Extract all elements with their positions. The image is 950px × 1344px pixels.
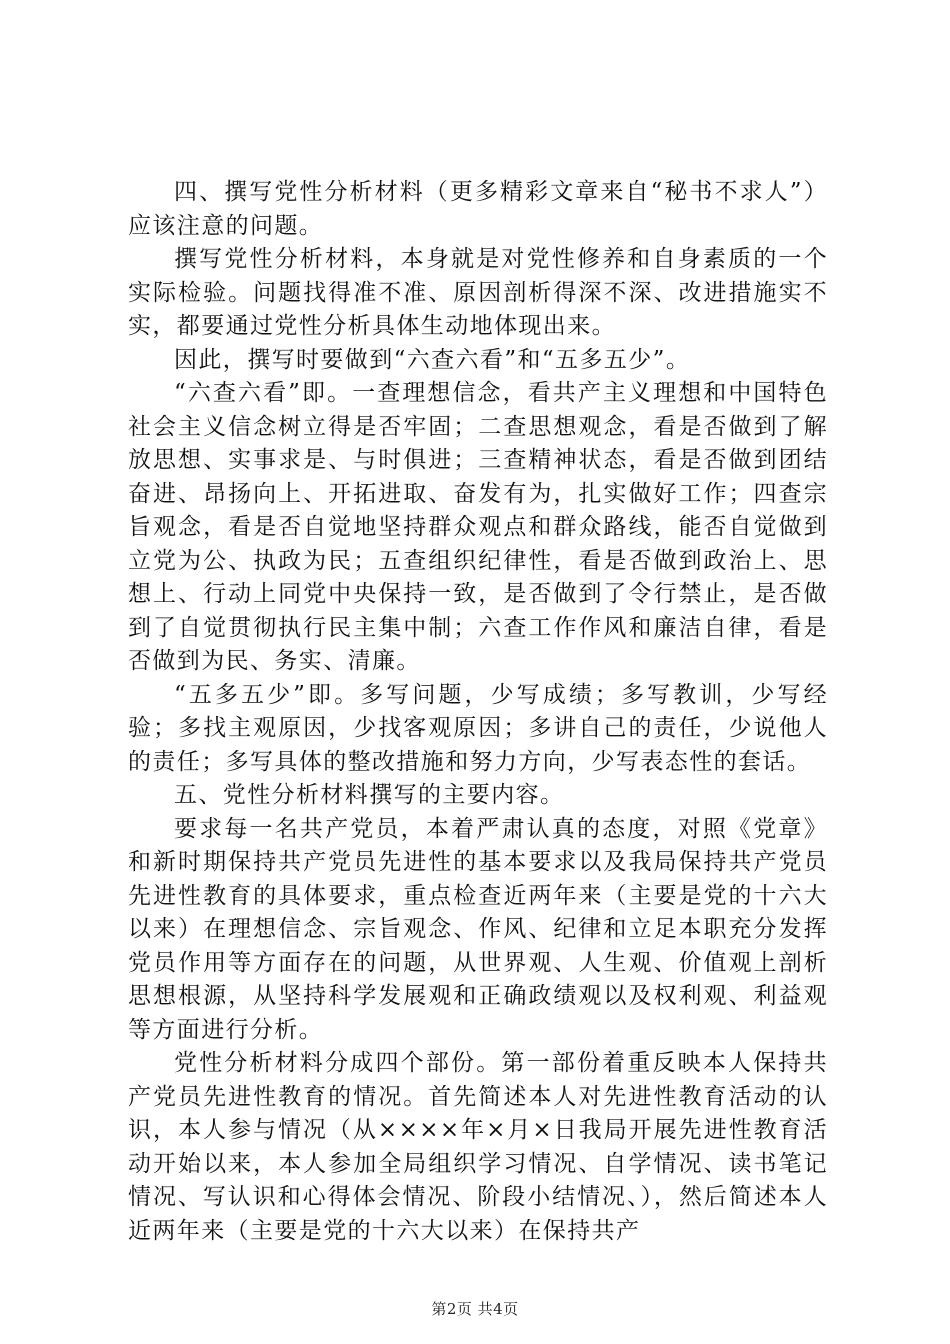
paragraph-writing-significance: 撰写党性分析材料，本身就是对党性修养和自身素质的一个实际检验。问题找得准不准、原因剖析得深不深、改进措施实不实，都要通过党性分析具体生动地体现出来。 xyxy=(128,246,828,339)
paragraph-five-more-five-less: “五多五少”即。多写问题，少写成绩；多写教训，少写经验；多找主观原因，少找客观原因；多讲自己的责任，少说他人的责任；多写具体的整改措施和努力方向，少写表态性的套话。 xyxy=(128,681,828,775)
page-number-footer: 第2页 共4页 xyxy=(431,1300,519,1318)
paragraph-section-four-heading: 四、撰写党性分析材料（更多精彩文章来自“秘书不求人”）应该注意的问题。 xyxy=(128,179,828,239)
document-body xyxy=(128,176,828,1248)
paragraph-section-five-heading: 五、党性分析材料撰写的主要内容。 xyxy=(174,782,565,808)
paragraph-four-parts: 党性分析材料分成四个部份。第一部份着重反映本人保持共产党员先进性教育的情况。首先简述本人对先进性教育活动的认识，本人参与情况（从××××年×月×日我局开展先进性教育活动开始以来，本人参加全局组织学习情况、自学情况、读书笔记情况、写认识和心得体会情况、阶段小结情况、），然后简述本人近两年来（主要是党的十六大以来）在保持共产 xyxy=(128,1050,828,1244)
paragraph-main-requirements: 要求每一名共产党员，本着严肃认真的态度，对照《党章》和新时期保持共产党员先进性的基本要求以及我局保持共产党员先进性教育的具体要求，重点检查近两年来（主要是党的十六大以来）在理想信念、宗旨观念、作风、纪律和立足本职充分发挥党员作用等方面存在的问题，从世界观、人生观、价值观上剖析思想根源，从坚持科学发展观和正确政绩观以及权利观、利益观等方面进行分析。 xyxy=(128,815,828,1043)
paragraph-six-checks: “六查六看”即。一查理想信念，看共产主义理想和中国特色社会主义信念树立得是否牢固；二查思想观念，看是否做到了解放思想、实事求是、与时俱进；三查精神状态，看是否做到团结奋进、昂扬向上、开拓进取、奋发有为，扎实做好工作；四查宗旨观念，看是否自觉地坚持群众观点和群众路线，能否自觉做到立党为公、执政为民；五查组织纪律性，看是否做到政治上、思想上、行动上同党中央保持一致，是否做到了令行禁止，是否做到了自觉贯彻执行民主集中制；六查工作作风和廉洁自律，看是否做到为民、务实、清廉。 xyxy=(128,380,828,674)
paragraph-requirements-summary: 因此，撰写时要做到“六查六看”和“五多五少”。 xyxy=(174,346,691,373)
